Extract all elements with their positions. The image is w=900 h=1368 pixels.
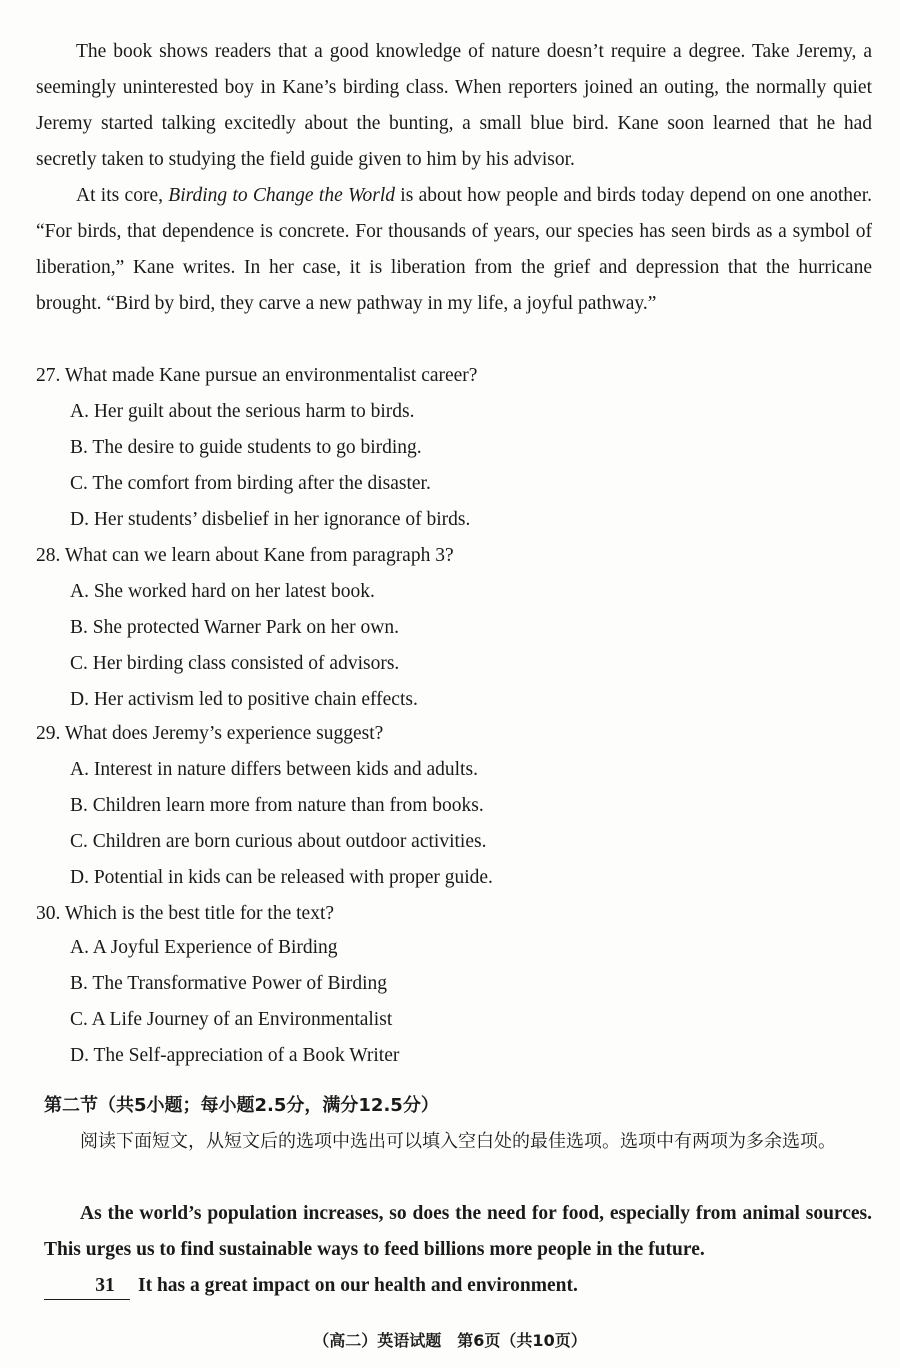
q29-option-d: D. Potential in kids can be released with proper guide. [70,867,493,888]
q27-option-c: C. The comfort from birding after the disaster. [70,473,431,494]
question-27-stem: 27. What made Kane pursue an environmentalist career? [36,365,478,386]
q30-option-c: C. A Life Journey of an Environmentalist [70,1009,393,1030]
book-title: Birding to Change the World [168,185,395,206]
q30-option-a: A. A Joyful Experience of Birding [70,937,338,958]
q28-option-d: D. Her activism led to positive chain effects. [70,689,418,710]
q30-option-d: D. The Self-appreciation of a Book Writer [70,1045,400,1066]
page-footer: （高二）英语试题 第6页（共10页） [313,1331,587,1350]
question-28-stem: 28. What can we learn about Kane from paragraph 3? [36,545,454,566]
passage-paragraph-1: The book shows readers that a good knowledge of nature doesn’t require a degree. Take Jeremy, a seemingly uninterested boy in Kane’s birding class. When reporters joined an outing, the normally quiet Jeremy started talking excitedly about the bunting, a small blue bird. Kane soon learned that he had secretly taken to studying the field guide given to him by his advisor. [36,41,872,170]
section-2-heading: 第二节（共5小题；每小题2.5分，满分12.5分） [44,1095,439,1116]
q29-option-c: C. Children are born curious about outdoor activities. [70,831,487,852]
q29-option-b: B. Children learn more from nature than from books. [70,795,484,816]
section-2-instruction: 阅读下面短文，从短文后的选项中选出可以填入空白处的最佳选项。选项中有两项为多余选项。 [80,1131,836,1152]
q28-option-b: B. She protected Warner Park on her own. [70,617,399,638]
q28-option-c: C. Her birding class consisted of advisors. [70,653,400,674]
section-2-text: As the world’s population increases, so does the need for food, especially from animal sources. This urges us to find sustainable ways to feed billions more people in the future. [44,1203,872,1260]
passage-paragraph-2 [36,178,872,322]
q28-option-a: A. She worked hard on her latest book. [70,581,375,602]
p2-start: At its core, [76,185,169,206]
section-2-paragraph [44,1196,872,1304]
q27-option-a: A. Her guilt about the serious harm to birds. [70,401,415,422]
after-blank-text: It has a great impact on our health and environment. [138,1275,578,1296]
q27-option-d: D. Her students’ disbelief in her ignorance of birds. [70,509,471,530]
p2-rest: is about how people and birds today depend on one another. “For birds, that dependence is concrete. For thousands of years, our species has seen birds as a symbol of liberation,” Kane writes. In her case, it is liberation from the grief and depression that the hurricane brought. “Bird by bird, they carve a new pathway in my life, a joyful pathway.” [36,185,872,314]
question-30-stem: 30. Which is the best title for the text? [36,903,335,924]
q30-option-b: B. The Transformative Power of Birding [70,973,388,994]
q27-option-b: B. The desire to guide students to go birding. [70,437,422,458]
blank-31: 31 [44,1273,130,1300]
question-29-stem: 29. What does Jeremy’s experience suggest? [36,723,384,744]
q29-option-a: A. Interest in nature differs between kids and adults. [70,759,478,780]
